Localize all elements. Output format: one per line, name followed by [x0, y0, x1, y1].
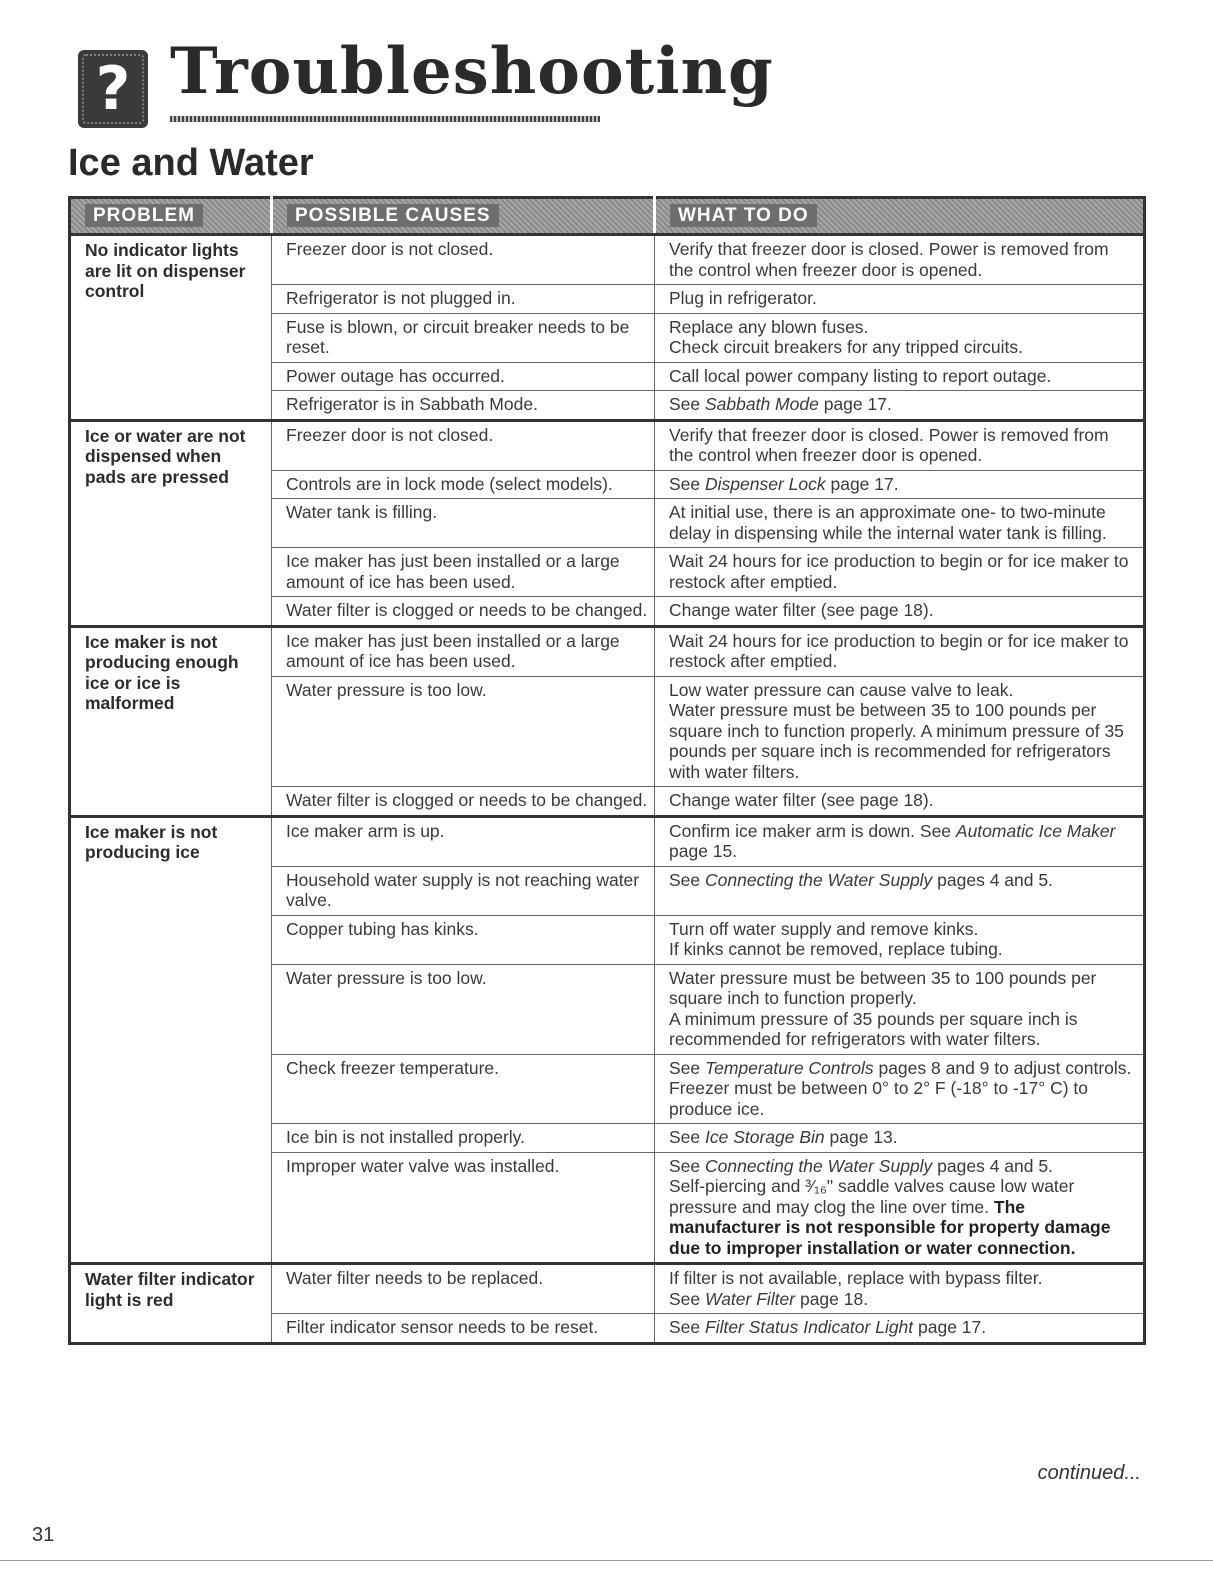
table-row — [70, 235, 1145, 285]
cause-cell: Freezer door is not closed. — [272, 420, 655, 470]
cause-cell: Check freezer temperature. — [272, 1054, 655, 1124]
todo-cell: Change water filter (see page 18). — [655, 597, 1145, 627]
todo-cell: Change water filter (see page 18). — [655, 787, 1145, 817]
title-underline — [170, 116, 600, 122]
todo-cell: Call local power company listing to report outage. — [655, 362, 1145, 391]
bottom-divider — [0, 1560, 1213, 1561]
todo-cell: See Sabbath Mode page 17. — [655, 391, 1145, 421]
cause-cell: Refrigerator is not plugged in. — [272, 285, 655, 314]
cause-cell: Water filter is clogged or needs to be changed. — [272, 787, 655, 817]
todo-cell: Replace any blown fuses. Check circuit breakers for any tripped circuits. — [655, 313, 1145, 362]
todo-cell: See Dispenser Lock page 17. — [655, 470, 1145, 499]
cause-cell: Household water supply is not reaching water valve. — [272, 866, 655, 915]
cause-cell: Water tank is filling. — [272, 499, 655, 548]
cause-cell: Water filter needs to be replaced. — [272, 1264, 655, 1314]
page-header — [78, 20, 774, 124]
problem-cell: Ice maker is not producing ice — [70, 816, 272, 1264]
table-row — [70, 816, 1145, 866]
section-title: Ice and Water — [68, 142, 314, 184]
table-row — [70, 420, 1145, 470]
problem-cell: Ice or water are not dispensed when pads are pressed — [70, 420, 272, 626]
cause-cell: Ice maker has just been installed or a large amount of ice has been used. — [272, 548, 655, 597]
cause-cell: Ice bin is not installed properly. — [272, 1124, 655, 1153]
cause-cell: Ice maker arm is up. — [272, 816, 655, 866]
problem-cell: Ice maker is not producing enough ice or ice is malformed — [70, 626, 272, 816]
cause-cell: Copper tubing has kinks. — [272, 915, 655, 964]
todo-cell: Verify that freezer door is closed. Power is removed from the control when freezer door is opened. — [655, 420, 1145, 470]
todo-cell: See Filter Status Indicator Light page 17. — [655, 1314, 1145, 1344]
todo-cell: At initial use, there is an approximate one- to two-minute delay in dispensing while the internal water tank is filling. — [655, 499, 1145, 548]
troubleshooting-table — [68, 196, 1146, 1345]
cause-cell: Fuse is blown, or circuit breaker needs to be reset. — [272, 313, 655, 362]
warning-text: The manufacturer is not responsible for property damage due to improper installation or water connection. — [669, 1196, 1111, 1258]
problem-cell: Water filter indicator light is red — [70, 1264, 272, 1344]
todo-cell: Low water pressure can cause valve to leak. Water pressure must be between 35 to 100 pounds per square inch to function properly. A minimum pressure of 35 pounds per square inch is recommended for refrigerators with water filters. — [655, 676, 1145, 787]
continued-note: continued... — [1037, 1462, 1141, 1484]
cause-cell: Improper water valve was installed. — [272, 1152, 655, 1264]
problem-cell: No indicator lights are lit on dispenser control — [70, 235, 272, 421]
todo-cell: Verify that freezer door is closed. Power is removed from the control when freezer door is opened. — [655, 235, 1145, 285]
cause-cell: Refrigerator is in Sabbath Mode. — [272, 391, 655, 421]
cause-cell: Controls are in lock mode (select models). — [272, 470, 655, 499]
todo-cell: See Ice Storage Bin page 13. — [655, 1124, 1145, 1153]
todo-cell: If filter is not available, replace with bypass filter. See Water Filter page 18. — [655, 1264, 1145, 1314]
cause-cell: Freezer door is not closed. — [272, 235, 655, 285]
cause-cell: Power outage has occurred. — [272, 362, 655, 391]
page-title: Troubleshooting — [170, 34, 774, 109]
cause-cell: Water pressure is too low. — [272, 676, 655, 787]
todo-cell: Plug in refrigerator. — [655, 285, 1145, 314]
todo-cell: Wait 24 hours for ice production to begin or for ice maker to restock after emptied. — [655, 626, 1145, 676]
table-header-row — [70, 198, 1145, 235]
todo-cell: See Temperature Controls pages 8 and 9 to adjust controls. Freezer must be between 0° to 2° F (-18° to -17° C) to produce ice. — [655, 1054, 1145, 1124]
cause-cell: Filter indicator sensor needs to be reset. — [272, 1314, 655, 1344]
cause-cell: Ice maker has just been installed or a large amount of ice has been used. — [272, 626, 655, 676]
todo-cell: Turn off water supply and remove kinks. If kinks cannot be removed, replace tubing. — [655, 915, 1145, 964]
todo-cell: See Connecting the Water Supply pages 4 and 5. Self-piercing and ³⁄₁₆" saddle valves cause low water pressure and may clog the line over time. The manufacturer is not responsible for property damage due to improper installation or water connection. — [655, 1152, 1145, 1264]
page-number: 31 — [32, 1524, 55, 1546]
column-header-todo: WHAT TO DO — [655, 198, 1145, 235]
column-header-problem: PROBLEM — [70, 198, 272, 235]
cause-cell: Water filter is clogged or needs to be changed. — [272, 597, 655, 627]
todo-cell: See Connecting the Water Supply pages 4 and 5. — [655, 866, 1145, 915]
column-header-causes: POSSIBLE CAUSES — [272, 198, 655, 235]
todo-cell: Confirm ice maker arm is down. See Automatic Ice Maker page 15. — [655, 816, 1145, 866]
table-row — [70, 626, 1145, 676]
todo-cell: Wait 24 hours for ice production to begin or for ice maker to restock after emptied. — [655, 548, 1145, 597]
todo-cell: Water pressure must be between 35 to 100 pounds per square inch to function properly. A minimum pressure of 35 pounds per square inch is recommended for refrigerators with water filters. — [655, 964, 1145, 1054]
table-row — [70, 1264, 1145, 1314]
cause-cell: Water pressure is too low. — [272, 964, 655, 1054]
question-mark-icon: ? — [78, 50, 148, 128]
